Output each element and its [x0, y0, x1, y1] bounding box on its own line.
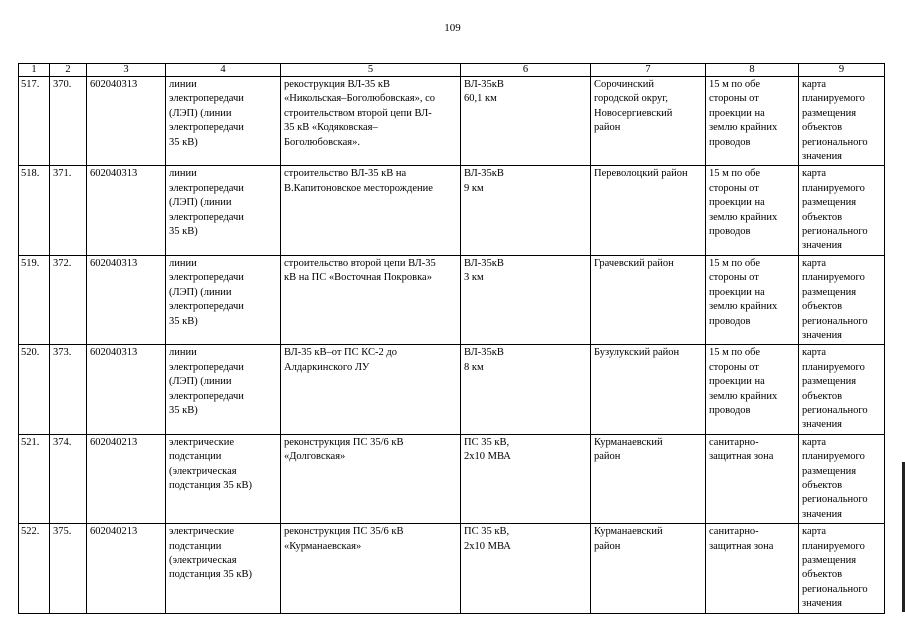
header-cell-6: 6 [461, 64, 591, 77]
row-number-cell: 518. [19, 166, 50, 255]
table-row [19, 345, 885, 434]
location-cell: Переволоцкий район [591, 166, 706, 255]
header-cell-4: 4 [166, 64, 281, 77]
header-cell-3: 3 [87, 64, 166, 77]
row-number-cell: 517. [19, 77, 50, 166]
code-cell: 602040213 [87, 524, 166, 613]
table-row [19, 524, 885, 613]
characteristics-cell: ПС 35 кВ, 2х10 МВА [461, 434, 591, 523]
table-row [19, 434, 885, 523]
page-number: 109 [444, 22, 461, 34]
item-number-cell: 375. [50, 524, 87, 613]
header-cell-5: 5 [281, 64, 461, 77]
code-cell: 602040313 [87, 77, 166, 166]
header-cell-8: 8 [706, 64, 799, 77]
code-cell: 602040213 [87, 434, 166, 523]
zone-cell: санитарно- защитная зона [706, 524, 799, 613]
row-number-cell: 519. [19, 255, 50, 344]
object-name-cell: реконструкция ПС 35/6 кВ «Курманаевская» [281, 524, 461, 613]
location-cell: Сорочинский городской округ, Новосергиевский район [591, 77, 706, 166]
table-row [19, 77, 885, 166]
zone-cell: 15 м по обе стороны от проекции на землю крайних проводов [706, 77, 799, 166]
characteristics-cell: ВЛ-35кВ 60,1 км [461, 77, 591, 166]
row-number-cell: 520. [19, 345, 50, 434]
code-cell: 602040313 [87, 166, 166, 255]
object-type-cell: электрические подстанции (электрическая подстанция 35 кВ) [166, 524, 281, 613]
zone-cell: санитарно- защитная зона [706, 434, 799, 523]
map-cell: карта планируемого размещения объектов регионального значения [799, 166, 885, 255]
object-type-cell: линии электропередачи (ЛЭП) (линии электропередачи 35 кВ) [166, 166, 281, 255]
object-type-cell: линии электропередачи (ЛЭП) (линии электропередачи 35 кВ) [166, 77, 281, 166]
header-cell-2: 2 [50, 64, 87, 77]
object-name-cell: реконструкция ПС 35/6 кВ «Долговская» [281, 434, 461, 523]
code-cell: 602040313 [87, 255, 166, 344]
item-number-cell: 373. [50, 345, 87, 434]
table-row [19, 255, 885, 344]
item-number-cell: 372. [50, 255, 87, 344]
map-cell: карта планируемого размещения объектов регионального значения [799, 255, 885, 344]
object-name-cell: ВЛ-35 кВ–от ПС КС-2 до Алдаркинского ЛУ [281, 345, 461, 434]
location-cell: Курманаевский район [591, 524, 706, 613]
header-cell-1: 1 [19, 64, 50, 77]
object-name-cell: рекострукция ВЛ-35 кВ «Никольская–Боголюбовская», со строительством второй цепи ВЛ- 35 кВ «Кодяковская– Боголюбовская». [281, 77, 461, 166]
location-cell: Курманаевский район [591, 434, 706, 523]
zone-cell: 15 м по обе стороны от проекции на землю крайних проводов [706, 255, 799, 344]
item-number-cell: 374. [50, 434, 87, 523]
header-row [19, 64, 885, 77]
location-cell: Бузулукский район [591, 345, 706, 434]
characteristics-cell: ПС 35 кВ, 2х10 МВА [461, 524, 591, 613]
object-type-cell: линии электропередачи (ЛЭП) (линии электропередачи 35 кВ) [166, 255, 281, 344]
zone-cell: 15 м по обе стороны от проекции на землю крайних проводов [706, 166, 799, 255]
row-number-cell: 522. [19, 524, 50, 613]
object-name-cell: строительство второй цепи ВЛ-35 кВ на ПС «Восточная Покровка» [281, 255, 461, 344]
item-number-cell: 371. [50, 166, 87, 255]
header-cell-9: 9 [799, 64, 885, 77]
object-type-cell: электрические подстанции (электрическая подстанция 35 кВ) [166, 434, 281, 523]
registry-table [18, 63, 885, 614]
map-cell: карта планируемого размещения объектов регионального значения [799, 77, 885, 166]
object-type-cell: линии электропередачи (ЛЭП) (линии электропередачи 35 кВ) [166, 345, 281, 434]
location-cell: Грачевский район [591, 255, 706, 344]
characteristics-cell: ВЛ-35кВ 3 км [461, 255, 591, 344]
characteristics-cell: ВЛ-35кВ 9 км [461, 166, 591, 255]
object-name-cell: строительство ВЛ-35 кВ на В.Капитоновское месторождение [281, 166, 461, 255]
map-cell: карта планируемого размещения объектов регионального значения [799, 524, 885, 613]
characteristics-cell: ВЛ-35кВ 8 км [461, 345, 591, 434]
zone-cell: 15 м по обе стороны от проекции на землю крайних проводов [706, 345, 799, 434]
map-cell: карта планируемого размещения объектов регионального значения [799, 345, 885, 434]
code-cell: 602040313 [87, 345, 166, 434]
table-row [19, 166, 885, 255]
map-cell: карта планируемого размещения объектов регионального значения [799, 434, 885, 523]
header-cell-7: 7 [591, 64, 706, 77]
row-number-cell: 521. [19, 434, 50, 523]
item-number-cell: 370. [50, 77, 87, 166]
